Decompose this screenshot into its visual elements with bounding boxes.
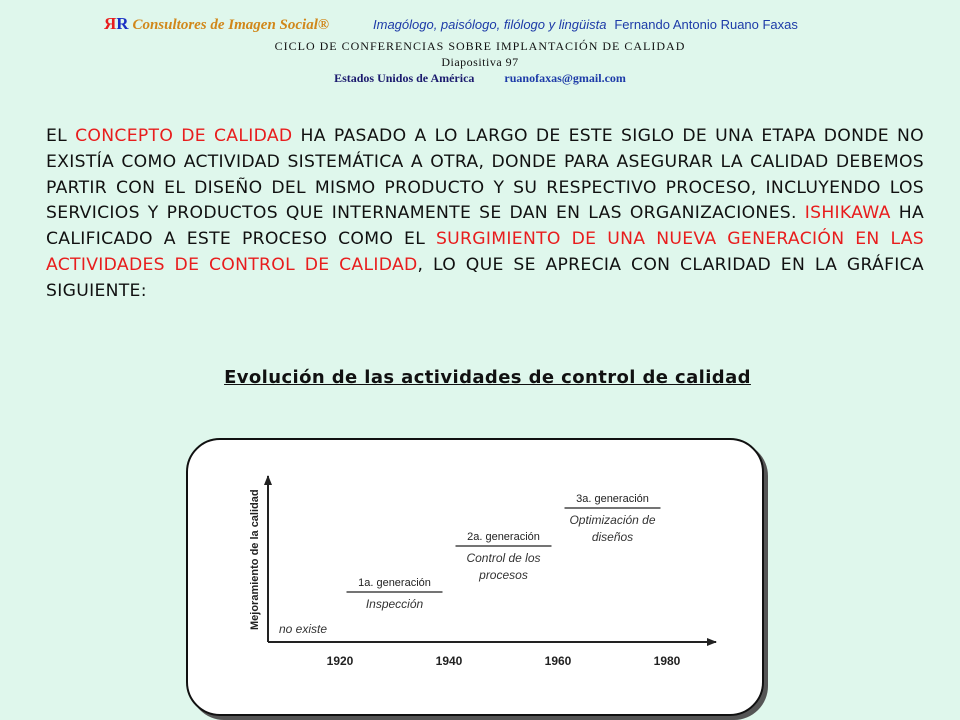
activity-label: procesos xyxy=(479,568,528,582)
chart-frame xyxy=(186,438,764,716)
logo-letter-r: R xyxy=(116,14,129,33)
highlight-ishikawa: ISHIKAWA xyxy=(804,203,891,224)
generation-label: 1a. generación xyxy=(358,577,431,589)
activity-label: diseños xyxy=(591,530,634,544)
brand-name: Consultores de Imagen Social® xyxy=(132,17,330,33)
header-brand-line xyxy=(104,14,798,34)
slide-number: Diapositiva 97 xyxy=(441,55,519,69)
contact-line xyxy=(0,71,960,86)
text-segment: HA CALIFICADO A ESTE PROCESO COMO EL xyxy=(46,203,925,250)
x-tick-label: 1920 xyxy=(326,654,354,668)
chart-title: Evolución de las actividades de control de calidad xyxy=(224,367,751,388)
highlight-surgimiento: SURGIMIENTO DE UNA NUEVA GENERACIÓN EN LAS ACTIVIDADES DE CONTROL DE CALIDAD xyxy=(46,229,924,275)
activity-label: Inspección xyxy=(365,597,424,611)
x-tick-label: 1940 xyxy=(435,654,463,668)
activity-label: Control de los xyxy=(466,551,541,565)
text-segment: , LO QUE SE APRECIA CON CLARIDAD EN LA GRÁFICA SIGUIENTE: xyxy=(46,254,924,301)
generation-stages xyxy=(347,493,661,611)
author-tagline: Imagólogo, paisólogo, filólogo y lingüista xyxy=(373,17,607,32)
text-segment: HA PASADO A LO LARGO DE ESTE SIGLO DE UNA ETAPA DONDE NO EXISTÍA COMO ACTIVIDAD SISTEMÁTICA A OTRA, DONDE PARA ASEGURAR LA CALIDAD DEBEMOS PARTIR CON EL DISEÑO DEL MISMO PRODUCTO Y SU RESPECTIVO PROCESO, INCLUYENDO LOS SERVICIOS Y PRODUCTOS QUE INTERNAMENTE SE DAN EN LAS ORGANIZACIONES. xyxy=(46,126,924,224)
generation-label: 2a. generación xyxy=(467,531,540,543)
generation-stage xyxy=(347,577,443,611)
logo-letter-mirrored-r: Я xyxy=(104,14,117,33)
email-link[interactable]: ruanofaxas@gmail.com xyxy=(504,71,626,85)
generation-stage xyxy=(565,493,661,544)
y-axis-label: Mejoramiento de la calidad xyxy=(249,489,261,630)
generation-label: 3a. generación xyxy=(576,493,649,505)
generation-stage xyxy=(456,531,552,582)
author-name: Fernando Antonio Ruano Faxas xyxy=(614,17,798,32)
country: Estados Unidos de América xyxy=(334,71,475,85)
x-tick-label: 1980 xyxy=(653,654,681,668)
highlight-concepto: CONCEPTO DE CALIDAD xyxy=(75,126,293,146)
x-tick-label: 1960 xyxy=(544,654,572,668)
x-tick-labels xyxy=(327,654,681,668)
text-segment: EL xyxy=(46,126,76,146)
main-paragraph xyxy=(46,124,924,305)
conference-cycle: CICLO DE CONFERENCIAS SOBRE IMPLANTACIÓN DE CALIDAD xyxy=(274,39,686,53)
activity-label: Optimización de xyxy=(569,513,656,527)
baseline-label: no existe xyxy=(279,622,328,636)
evolution-chart xyxy=(188,440,762,714)
